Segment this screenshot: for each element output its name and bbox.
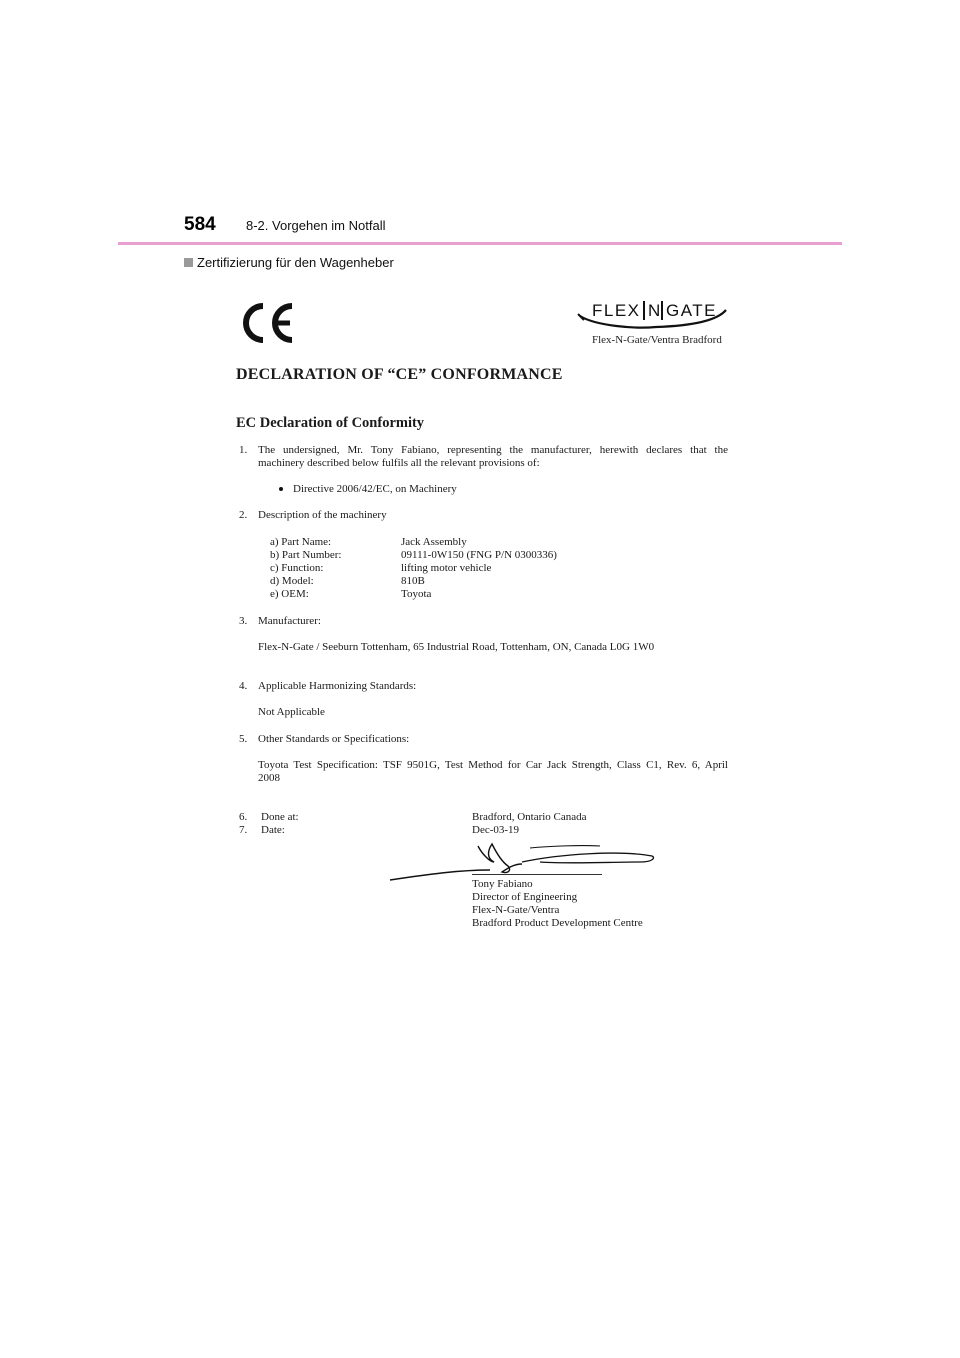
item5-label: Other Standards or Specifications:: [258, 733, 410, 745]
section-heading-text: Zertifizierung für den Wagenheber: [197, 255, 394, 270]
svg-text:GATE: GATE: [666, 301, 718, 320]
signatory-centre: Bradford Product Development Centre: [472, 917, 643, 929]
model-value: 810B: [401, 575, 425, 587]
svg-text:N: N: [648, 301, 661, 320]
done-at-label: Done at:: [261, 811, 299, 823]
part-name-key: a) Part Name:: [270, 536, 332, 548]
item5-line1: Toyota Test Specification: TSF 9501G, Test Method for Car Jack Strength, Class C1, Rev. 6, April: [258, 759, 728, 771]
date-label: Date:: [261, 824, 285, 836]
part-name-value: Jack Assembly: [401, 536, 467, 548]
oem-key: e) OEM:: [270, 588, 309, 600]
function-value: lifting motor vehicle: [401, 562, 492, 574]
item4-value: Not Applicable: [258, 706, 325, 718]
flex-n-gate-logo-icon: [576, 296, 732, 330]
item-number: 2.: [239, 509, 248, 521]
oem-value: Toyota: [401, 588, 432, 600]
model-key: d) Model:: [270, 575, 314, 587]
company-line: Flex-N-Gate/Ventra Bradford: [592, 334, 722, 346]
declaration-title: DECLARATION OF “CE” CONFORMANCE: [236, 366, 563, 383]
item1-line1: The undersigned, Mr. Tony Fabiano, representing the manufacturer, herewith declares that the: [258, 444, 728, 456]
item4-label: Applicable Harmonizing Standards:: [258, 680, 417, 692]
signature-line: [472, 874, 602, 875]
item-number: 5.: [239, 733, 248, 745]
manufacturer-address: Flex-N-Gate / Seeburn Tottenham, 65 Industrial Road, Tottenham, ON, Canada L0G 1W0: [258, 641, 655, 653]
page-number: 584: [184, 214, 216, 235]
done-at-value: Bradford, Ontario Canada: [472, 811, 587, 823]
item-number: 4.: [239, 680, 248, 692]
item-number: 3.: [239, 615, 248, 627]
svg-text:FLEX: FLEX: [592, 301, 641, 320]
item1-line2: machinery described below fulfils all the relevant provisions of:: [258, 457, 540, 469]
item-number: 7.: [239, 824, 248, 836]
bullet-icon: [279, 487, 283, 491]
declaration-subtitle: EC Declaration of Conformity: [236, 415, 425, 431]
item5-line2: 2008: [258, 772, 280, 784]
part-number-value: 09111-0W150 (FNG P/N 0300336): [401, 549, 557, 561]
function-key: c) Function:: [270, 562, 324, 574]
item-number: 1.: [239, 444, 248, 456]
signatory-company: Flex-N-Gate/Ventra: [472, 904, 560, 916]
ce-mark-icon: [236, 300, 298, 346]
item-number: 6.: [239, 811, 248, 823]
item3-label: Manufacturer:: [258, 615, 321, 627]
signatory-name: Tony Fabiano: [472, 878, 533, 890]
item2-label: Description of the machinery: [258, 509, 387, 521]
signatory-role: Director of Engineering: [472, 891, 578, 903]
chapter-title: 8-2. Vorgehen im Notfall: [246, 218, 386, 233]
item1-bullet: Directive 2006/42/EC, on Machinery: [293, 483, 457, 495]
part-number-key: b) Part Number:: [270, 549, 342, 561]
date-value: Dec-03-19: [472, 824, 520, 836]
